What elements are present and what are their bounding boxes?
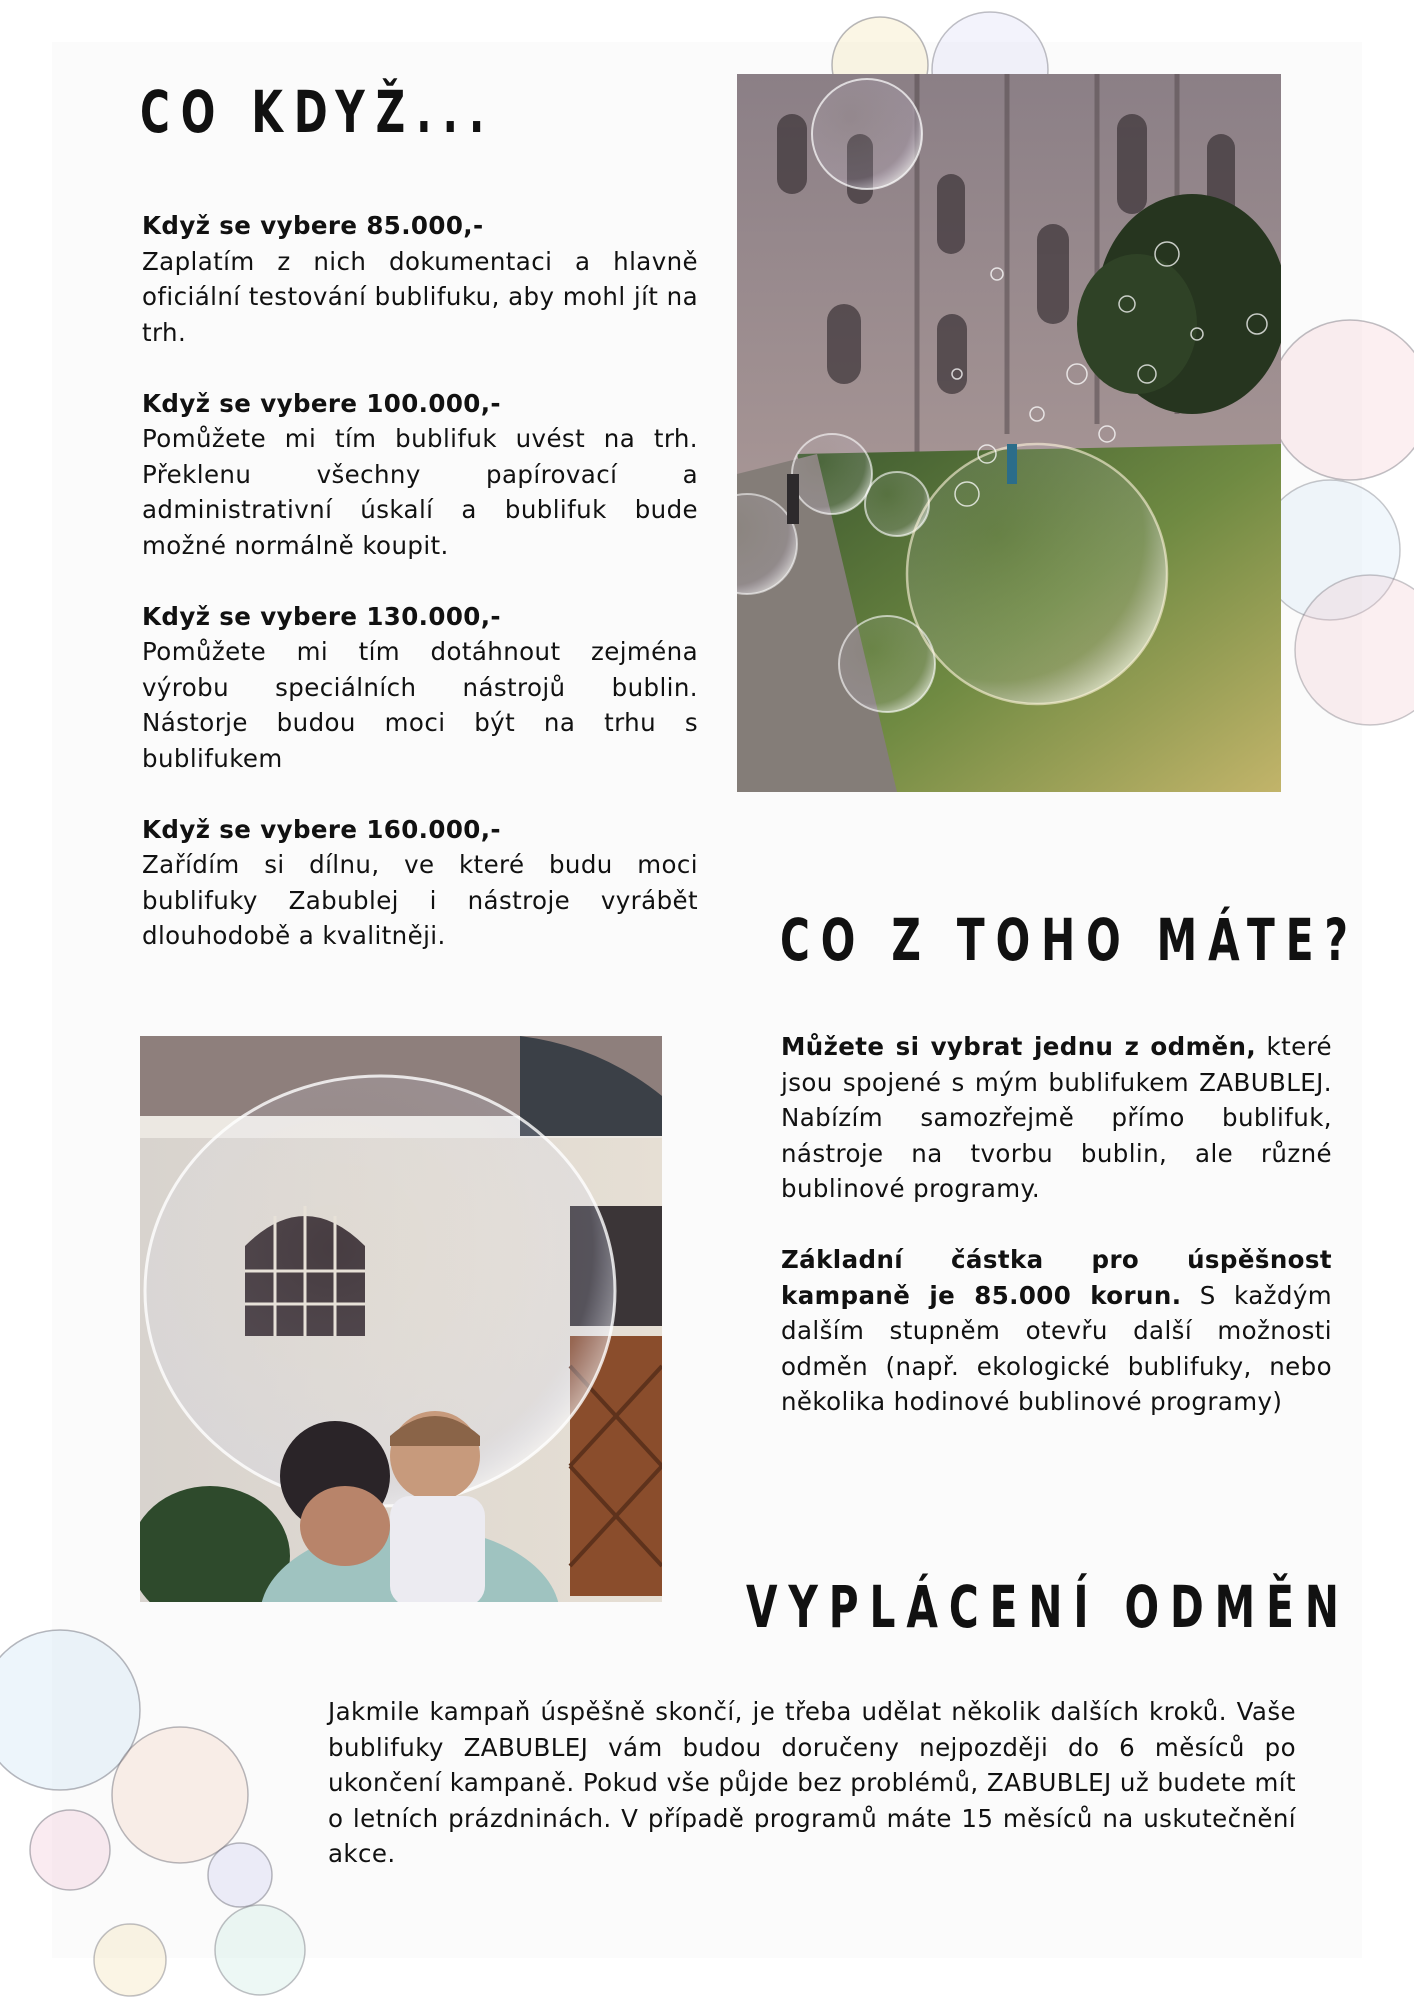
tier-text: Pomůžete mi tím dotáhnout zejména výrobu speciálních nástrojů bublin. Nástorje budou moci být na trhu s bublifukem <box>142 637 698 773</box>
tier-heading: Když se vybere 160.000,- <box>142 814 501 844</box>
tier-text: Pomůžete mi tím bublifuk uvést na trh. Překlenu všechny papírovací a administrativní úskalí a bublifuk bude možné normálně koupit. <box>142 424 698 560</box>
section-title-benefits: CO Z TOHO MÁTE? <box>780 906 1359 974</box>
tier-text: Zaplatím z nich dokumentaci a hlavně oficiální testování bublifuku, aby mohl jít na trh. <box>142 246 698 347</box>
decorative-bubbles-bottom-left <box>0 1620 340 2000</box>
base-amount-text: S každým dalším stupněm otevřu další možnosti odměn (např. ekologické bublifuky, nebo několika hodinové bublinové programy) <box>781 1280 1332 1416</box>
benefits-intro-text: které jsou spojené s mým bublifukem ZABUBLEJ. Nabízím samozřejmě přímo bublifuk, nástroje na tvorbu bublin, ale různé bublinové programy. <box>781 1032 1332 1203</box>
decorative-bubbles-right <box>1260 300 1414 760</box>
payout-paragraph: Jakmile kampaň úspěšně skončí, je třeba udělat několik dalších kroků. Vaše bublifuky ZABUBLEJ vám budou doručeny nejpozději do 6 měsíců po ukončení kampaně. Pokud vše půjde bez problémů, ZABUBLEJ už budete mít o letních prázdninách. V případě programů máte 15 měsíců na uskutečnění akce. <box>328 1697 1296 1868</box>
cathedral-bubbles-photo <box>737 74 1281 792</box>
section-title-payout: VYPLÁCENÍ ODMĚN <box>746 1573 1350 1641</box>
tier-heading: Když se vybere 85.000,- <box>142 211 484 240</box>
funding-tiers <box>142 208 698 954</box>
parent-child-bubble-photo <box>140 1036 662 1602</box>
base-amount-bold: Základní částka pro úspěšnost kampaně je 85.000 korun. <box>781 1245 1332 1310</box>
benefits-text <box>781 1029 1332 1420</box>
tier-heading: Když se vybere 130.000,- <box>142 601 501 631</box>
tier-text: Zařídím si dílnu, ve které budu moci bublifuky Zabublej i nástroje vyrábět dlouhodobě a kvalitněji. <box>142 850 698 950</box>
payout-text <box>328 1694 1296 1872</box>
benefits-intro-bold: Můžete si vybrat jednu z odměn, <box>781 1032 1257 1061</box>
tier-heading: Když se vybere 100.000,- <box>142 388 501 418</box>
section-title-what-if: CO KDYŽ... <box>140 78 496 146</box>
